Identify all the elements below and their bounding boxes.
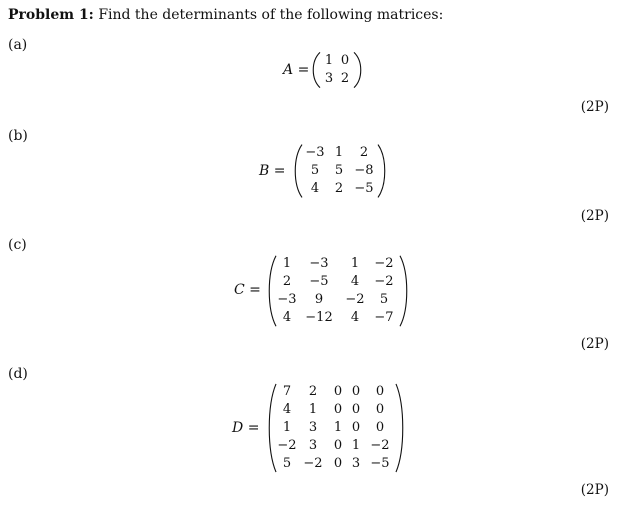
matrix-entry: 3 bbox=[308, 420, 318, 435]
matrix-entry: 2 bbox=[282, 274, 292, 289]
matrix-entry: 2 bbox=[340, 71, 350, 86]
matrix-entry: −8 bbox=[354, 163, 374, 178]
matrix-entry: 0 bbox=[375, 402, 385, 417]
matrix-entry: 3 bbox=[351, 456, 361, 471]
matrix-entry: 5 bbox=[310, 163, 320, 178]
matrix-entry: −2 bbox=[303, 456, 323, 471]
matrix-entry: 0 bbox=[333, 384, 343, 399]
matrix-entry: 4 bbox=[282, 402, 292, 417]
matrix-entry: −2 bbox=[370, 438, 390, 453]
part-a-points: (2P) bbox=[580, 99, 609, 115]
matrix-entry: −2 bbox=[277, 438, 297, 453]
matrix-entry: 1 bbox=[282, 420, 292, 435]
matrix-entry: 0 bbox=[333, 402, 343, 417]
part-c-label: (c) bbox=[8, 237, 27, 253]
right-parenthesis bbox=[377, 144, 386, 198]
matrix-a-variable: A bbox=[283, 62, 294, 78]
matrix-d-equals: = bbox=[247, 420, 260, 436]
left-parenthesis bbox=[312, 52, 321, 88]
matrix-entry: 0 bbox=[333, 456, 343, 471]
matrix-entry: 0 bbox=[351, 384, 361, 399]
matrix-entry: 4 bbox=[350, 274, 360, 289]
problem-heading: Problem 1: bbox=[8, 7, 94, 23]
matrix-a-label bbox=[283, 62, 309, 78]
part-c-points: (2P) bbox=[580, 336, 609, 352]
matrix-entry: 3 bbox=[324, 71, 334, 86]
matrix-entry: 7 bbox=[282, 384, 292, 399]
matrix-entry: 4 bbox=[282, 310, 292, 325]
matrix-entry: 1 bbox=[334, 145, 344, 160]
matrix-entry: 0 bbox=[351, 420, 361, 435]
matrix-entry: 0 bbox=[375, 420, 385, 435]
matrix-entry: −5 bbox=[309, 274, 329, 289]
matrix-entry: 2 bbox=[334, 181, 344, 196]
matrix-entry: 2 bbox=[308, 384, 318, 399]
right-parenthesis bbox=[399, 255, 408, 327]
right-parenthesis bbox=[395, 383, 404, 473]
matrix-entry: 1 bbox=[350, 256, 360, 271]
right-parenthesis bbox=[353, 52, 362, 88]
matrix-entry: −7 bbox=[374, 310, 394, 325]
part-d-label: (d) bbox=[8, 366, 28, 382]
matrix-entry: 3 bbox=[308, 438, 318, 453]
matrix-entry: 0 bbox=[351, 402, 361, 417]
matrix-entry: 2 bbox=[359, 145, 369, 160]
matrix-d-variable: D bbox=[232, 420, 244, 436]
matrix-entry: 0 bbox=[375, 384, 385, 399]
matrix-entry: 4 bbox=[310, 181, 320, 196]
matrix-b bbox=[294, 144, 386, 198]
matrix-entry: −12 bbox=[305, 310, 333, 325]
matrix-d-label bbox=[232, 420, 259, 436]
part-d-points: (2P) bbox=[580, 482, 609, 498]
matrix-entry: 1 bbox=[324, 53, 334, 68]
matrix-entry: 5 bbox=[334, 163, 344, 178]
matrix-b-variable: B bbox=[259, 163, 270, 179]
problem-title bbox=[8, 7, 443, 23]
part-a-label: (a) bbox=[8, 37, 28, 53]
matrix-entry: −5 bbox=[370, 456, 390, 471]
matrix-entry: −3 bbox=[305, 145, 325, 160]
matrix-b-label bbox=[259, 163, 285, 179]
matrix-entry: 1 bbox=[351, 438, 361, 453]
matrix-entry: 0 bbox=[340, 53, 350, 68]
left-parenthesis bbox=[268, 255, 277, 327]
matrix-entry: −3 bbox=[309, 256, 329, 271]
matrix-entry: −5 bbox=[354, 181, 374, 196]
matrix-c-variable: C bbox=[234, 282, 245, 298]
part-b-label: (b) bbox=[8, 128, 28, 144]
matrix-entry: 1 bbox=[308, 402, 318, 417]
matrix-entry: −3 bbox=[277, 292, 297, 307]
matrix-entry: 5 bbox=[379, 292, 389, 307]
problem-text: Find the determinants of the following matrices: bbox=[98, 7, 444, 23]
matrix-entry: 9 bbox=[314, 292, 324, 307]
matrix-entry: 0 bbox=[333, 438, 343, 453]
matrix-entry: 4 bbox=[350, 310, 360, 325]
matrix-entry: 1 bbox=[282, 256, 292, 271]
matrix-b-equals: = bbox=[273, 163, 286, 179]
matrix-entry: 1 bbox=[333, 420, 343, 435]
matrix-d bbox=[268, 383, 404, 473]
matrix-c bbox=[268, 255, 408, 327]
matrix-entry: 5 bbox=[282, 456, 292, 471]
matrix-entry: −2 bbox=[374, 256, 394, 271]
left-parenthesis bbox=[268, 383, 277, 473]
matrix-c-equals: = bbox=[249, 282, 261, 298]
left-parenthesis bbox=[294, 144, 303, 198]
matrix-entry: −2 bbox=[345, 292, 365, 307]
matrix-a-equals: = bbox=[297, 62, 310, 78]
part-b-points: (2P) bbox=[580, 208, 609, 224]
matrix-entry: −2 bbox=[374, 274, 394, 289]
matrix-c-label bbox=[234, 282, 261, 298]
matrix-a bbox=[312, 52, 362, 88]
